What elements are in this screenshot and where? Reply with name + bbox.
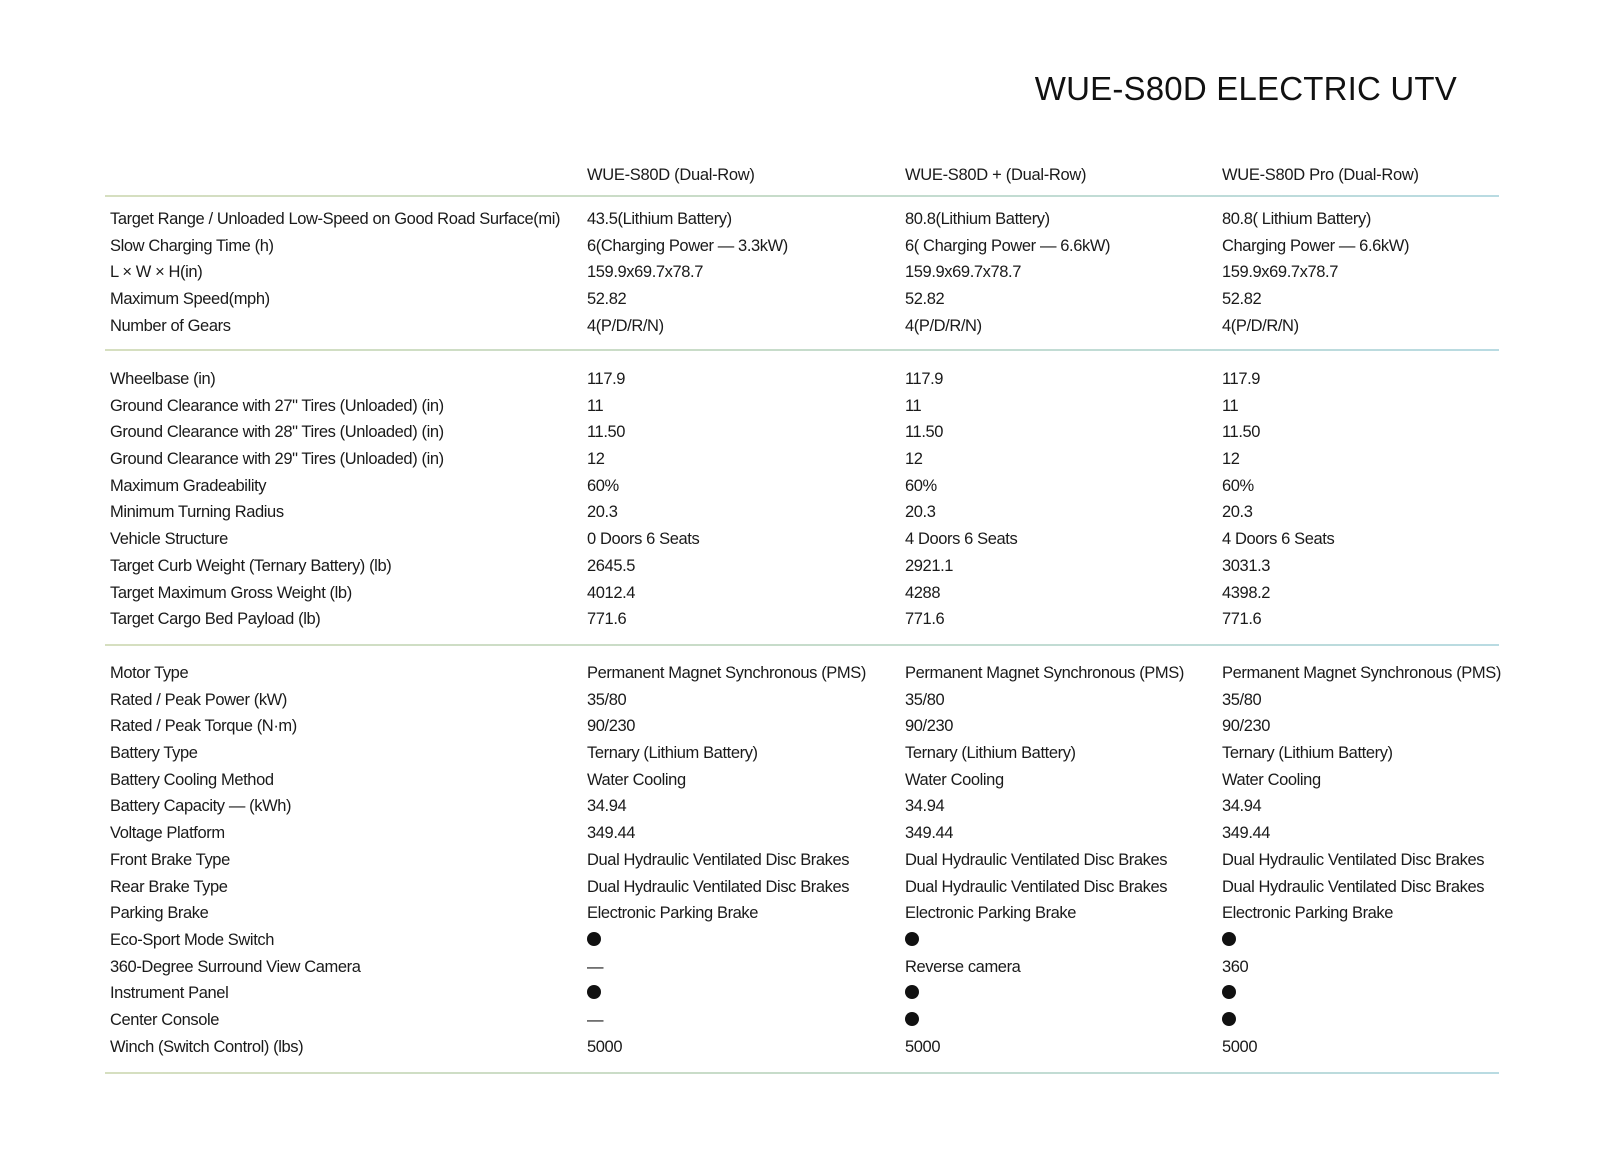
- spec-label: Rated / Peak Torque (N·m): [110, 717, 297, 736]
- spec-value-s80d-pro: Electronic Parking Brake: [1222, 904, 1394, 923]
- spec-row: [0, 259, 1600, 286]
- spec-row: [0, 206, 1600, 233]
- spec-value-s80d-pro: Water Cooling: [1222, 770, 1321, 789]
- spec-row: [0, 820, 1600, 847]
- spec-value-s80d: Dual Hydraulic Ventilated Disc Brakes: [587, 850, 850, 869]
- spec-row: [0, 740, 1600, 767]
- spec-value-s80d: —: [587, 1010, 604, 1029]
- included-dot-icon: [905, 1007, 919, 1034]
- included-dot-icon: [587, 980, 601, 1007]
- spec-value-s80d-pro: Permanent Magnet Synchronous (PMS): [1222, 664, 1501, 682]
- spec-value-s80d: 20.3: [587, 503, 618, 522]
- spec-value-s80d: 349.44: [587, 824, 636, 843]
- spec-value-s80d-pro: 771.6: [1222, 610, 1262, 629]
- spec-value-s80d: 0 Doors 6 Seats: [587, 530, 700, 549]
- spec-value-s80d-pro: 4 Doors 6 Seats: [1222, 530, 1335, 549]
- spec-value-s80d: Electronic Parking Brake: [587, 904, 759, 923]
- spec-label: L × W × H(in): [110, 263, 203, 282]
- spec-value-s80d-pro: 159.9x69.7x78.7: [1222, 263, 1339, 282]
- section-divider: [105, 349, 1499, 351]
- spec-value-s80d: 34.94: [587, 797, 627, 816]
- spec-value-s80d-plus: 60%: [905, 476, 937, 495]
- spec-value-s80d: Dual Hydraulic Ventilated Disc Brakes: [587, 877, 850, 896]
- spec-section-performance: [0, 206, 1600, 339]
- spec-value-s80d-plus: Permanent Magnet Synchronous (PMS): [905, 664, 1184, 682]
- spec-value-s80d: 90/230: [587, 717, 636, 736]
- spec-value-s80d: 12: [587, 450, 605, 469]
- spec-row: [0, 1034, 1600, 1061]
- spec-row: [0, 980, 1600, 1007]
- spec-value-s80d: Permanent Magnet Synchronous (PMS): [587, 664, 866, 682]
- spec-value-s80d: Water Cooling: [587, 770, 686, 789]
- spec-value-s80d: 5000: [587, 1037, 623, 1056]
- spec-row: [0, 553, 1600, 580]
- spec-value-s80d-pro: Dual Hydraulic Ventilated Disc Brakes: [1222, 850, 1485, 869]
- spec-value-s80d-plus: Dual Hydraulic Ventilated Disc Brakes: [905, 877, 1168, 896]
- spec-value-s80d-pro: 4(P/D/R/N): [1222, 316, 1299, 335]
- spec-value-s80d-plus: 35/80: [905, 690, 945, 709]
- spec-value-s80d-plus: Reverse camera: [905, 957, 1021, 976]
- spec-row: [0, 366, 1600, 393]
- spec-row: [0, 874, 1600, 901]
- spec-label: Maximum Speed(mph): [110, 290, 270, 309]
- spec-row: [0, 526, 1600, 553]
- spec-row: [0, 419, 1600, 446]
- included-dot-icon: [1222, 927, 1236, 954]
- spec-label: Number of Gears: [110, 316, 231, 335]
- spec-label: Slow Charging Time (h): [110, 236, 274, 255]
- spec-value-s80d-pro: 4398.2: [1222, 583, 1271, 602]
- spec-value-s80d-plus: 2921.1: [905, 556, 954, 575]
- spec-row: [0, 900, 1600, 927]
- spec-row: [0, 954, 1600, 981]
- spec-row: [0, 793, 1600, 820]
- footer-divider: [105, 1072, 1499, 1074]
- spec-value-s80d-pro: 11.50: [1222, 423, 1261, 442]
- spec-value-s80d-pro: 12: [1222, 450, 1240, 469]
- spec-label: Center Console: [110, 1010, 220, 1029]
- spec-value-s80d-plus: Dual Hydraulic Ventilated Disc Brakes: [905, 850, 1168, 869]
- spec-value-s80d: 35/80: [587, 690, 627, 709]
- spec-value-s80d: 4012.4: [587, 583, 636, 602]
- spec-value-s80d: 6(Charging Power — 3.3kW): [587, 236, 788, 255]
- included-dot-icon: [905, 927, 919, 954]
- spec-row: [0, 606, 1600, 633]
- spec-label: Wheelbase (in): [110, 370, 216, 388]
- spec-value-s80d: 11: [587, 396, 604, 415]
- spec-row: [0, 446, 1600, 473]
- spec-value-s80d-pro: 80.8( Lithium Battery): [1222, 210, 1371, 228]
- included-dot-icon: [1222, 1007, 1236, 1034]
- spec-value-s80d-plus: 771.6: [905, 610, 945, 629]
- spec-value-s80d: 2645.5: [587, 556, 636, 575]
- spec-value-s80d-pro: 360: [1222, 957, 1249, 976]
- spec-row: [0, 660, 1600, 687]
- spec-row: [0, 1007, 1600, 1034]
- spec-label: Ground Clearance with 28" Tires (Unloaded) (in): [110, 423, 444, 442]
- spec-value-s80d-pro: 3031.3: [1222, 556, 1271, 575]
- spec-row: [0, 233, 1600, 260]
- spec-value-s80d: 52.82: [587, 290, 627, 309]
- spec-value-s80d-plus: 4288: [905, 583, 941, 602]
- spec-value-s80d-plus: 117.9: [905, 370, 944, 388]
- spec-value-s80d-pro: Charging Power — 6.6kW): [1222, 236, 1410, 255]
- spec-value-s80d-pro: 349.44: [1222, 824, 1271, 843]
- spec-label: Vehicle Structure: [110, 530, 228, 549]
- spec-value-s80d-plus: 52.82: [905, 290, 945, 309]
- column-header-s80d-plus: WUE-S80D + (Dual-Row): [905, 166, 1087, 184]
- header-divider: [105, 195, 1499, 197]
- spec-value-s80d-plus: 6( Charging Power — 6.6kW): [905, 236, 1111, 255]
- spec-value-s80d: Ternary (Lithium Battery): [587, 744, 758, 763]
- spec-value-s80d-plus: 5000: [905, 1037, 941, 1056]
- spec-label: Instrument Panel: [110, 984, 229, 1003]
- spec-value-s80d-pro: 60%: [1222, 476, 1254, 495]
- spec-value-s80d-pro: 11: [1222, 396, 1239, 415]
- column-header-s80d: WUE-S80D (Dual-Row): [587, 166, 755, 184]
- section-divider: [105, 644, 1499, 646]
- spec-value-s80d-plus: 349.44: [905, 824, 954, 843]
- spec-value-s80d: 4(P/D/R/N): [587, 316, 664, 335]
- spec-value-s80d: —: [587, 957, 604, 976]
- spec-label: Target Range / Unloaded Low-Speed on Good Road Surface(mi): [110, 210, 561, 228]
- spec-value-s80d-pro: 34.94: [1222, 797, 1262, 816]
- spec-row: [0, 580, 1600, 607]
- spec-value-s80d-plus: 11: [905, 396, 922, 415]
- spec-value-s80d: 771.6: [587, 610, 627, 629]
- spec-label: Ground Clearance with 27" Tires (Unloaded) (in): [110, 396, 444, 415]
- spec-value-s80d-pro: 35/80: [1222, 690, 1262, 709]
- included-dot-icon: [905, 980, 919, 1007]
- spec-row: [0, 286, 1600, 313]
- spec-row: [0, 927, 1600, 954]
- page-title: WUE-S80D ELECTRIC UTV: [1034, 70, 1457, 107]
- spec-value-s80d-pro: 52.82: [1222, 290, 1262, 309]
- spec-value-s80d-plus: 34.94: [905, 797, 945, 816]
- spec-value-s80d: 43.5(Lithium Battery): [587, 210, 732, 228]
- spec-label: Parking Brake: [110, 904, 209, 923]
- spec-value-s80d-pro: 117.9: [1222, 370, 1261, 388]
- spec-row: [0, 499, 1600, 526]
- spec-value-s80d-pro: 5000: [1222, 1037, 1258, 1056]
- spec-label: Rear Brake Type: [110, 877, 228, 896]
- spec-label: Battery Type: [110, 744, 198, 763]
- spec-value-s80d-plus: 4(P/D/R/N): [905, 316, 982, 335]
- spec-label: Target Curb Weight (Ternary Battery) (lb): [110, 556, 392, 575]
- spec-row: [0, 767, 1600, 794]
- spec-value-s80d-plus: Electronic Parking Brake: [905, 904, 1077, 923]
- spec-row: [0, 687, 1600, 714]
- spec-value-s80d-pro: Dual Hydraulic Ventilated Disc Brakes: [1222, 877, 1485, 896]
- spec-row: [0, 713, 1600, 740]
- spec-label: Battery Capacity — (kWh): [110, 797, 292, 816]
- column-header-s80d-pro: WUE-S80D Pro (Dual-Row): [1222, 166, 1419, 184]
- spec-value-s80d-plus: 90/230: [905, 717, 954, 736]
- spec-value-s80d: 60%: [587, 476, 619, 495]
- spec-label: Minimum Turning Radius: [110, 503, 284, 522]
- spec-label: Battery Cooling Method: [110, 770, 274, 789]
- spec-value-s80d: 11.50: [587, 423, 626, 442]
- spec-value-s80d: 117.9: [587, 370, 626, 388]
- spec-value-s80d-plus: 159.9x69.7x78.7: [905, 263, 1022, 282]
- spec-value-s80d: 159.9x69.7x78.7: [587, 263, 704, 282]
- spec-value-s80d-plus: 12: [905, 450, 923, 469]
- spec-row: [0, 313, 1600, 340]
- spec-label: Voltage Platform: [110, 824, 225, 843]
- spec-value-s80d-pro: 90/230: [1222, 717, 1271, 736]
- spec-label: Target Maximum Gross Weight (lb): [110, 583, 352, 602]
- column-header-row: [0, 166, 1600, 190]
- spec-value-s80d-plus: 20.3: [905, 503, 936, 522]
- included-dot-icon: [1222, 980, 1236, 1007]
- spec-row: [0, 847, 1600, 874]
- spec-value-s80d-plus: 11.50: [905, 423, 944, 442]
- spec-label: Maximum Gradeability: [110, 476, 267, 495]
- spec-value-s80d-plus: 4 Doors 6 Seats: [905, 530, 1018, 549]
- spec-value-s80d-pro: 20.3: [1222, 503, 1253, 522]
- spec-label: 360-Degree Surround View Camera: [110, 957, 361, 976]
- spec-label: Winch (Switch Control) (lbs): [110, 1037, 304, 1056]
- spec-label: Front Brake Type: [110, 850, 230, 869]
- spec-row: [0, 473, 1600, 500]
- spec-value-s80d-plus: 80.8(Lithium Battery): [905, 210, 1050, 228]
- spec-label: Rated / Peak Power (kW): [110, 690, 287, 709]
- included-dot-icon: [587, 927, 601, 954]
- spec-value-s80d-plus: Ternary (Lithium Battery): [905, 744, 1076, 763]
- spec-label: Target Cargo Bed Payload (lb): [110, 610, 321, 629]
- spec-section-dimensions: [0, 366, 1600, 633]
- spec-row: [0, 393, 1600, 420]
- spec-section-powertrain: [0, 660, 1600, 1060]
- spec-label: Motor Type: [110, 664, 189, 682]
- spec-label: Eco-Sport Mode Switch: [110, 930, 275, 949]
- spec-value-s80d-plus: Water Cooling: [905, 770, 1004, 789]
- spec-label: Ground Clearance with 29" Tires (Unloaded) (in): [110, 450, 444, 469]
- spec-value-s80d-pro: Ternary (Lithium Battery): [1222, 744, 1393, 763]
